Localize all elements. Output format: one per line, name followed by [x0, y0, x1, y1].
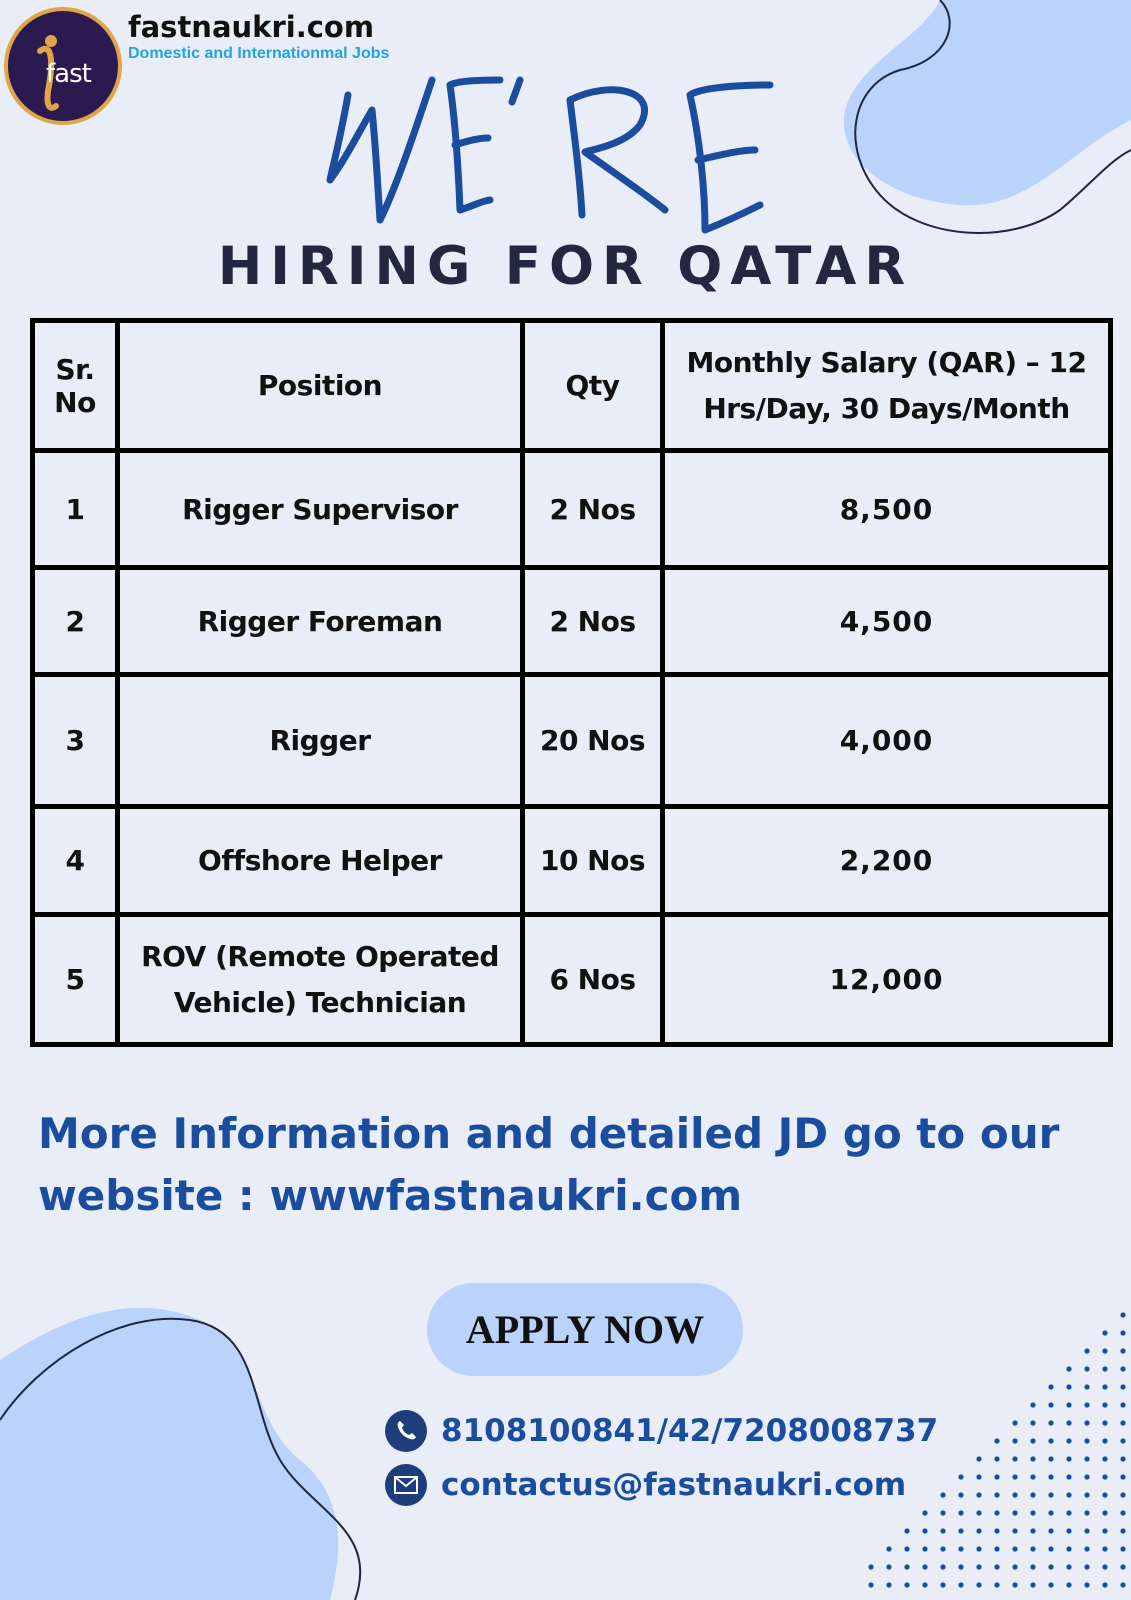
header-qty: Qty	[523, 321, 663, 451]
header-sr-no: Sr. No	[33, 321, 118, 451]
dot-pattern-decoration	[840, 1310, 1131, 1600]
headline-title: HIRING FOR QATAR	[217, 236, 914, 297]
jobs-table	[30, 318, 1113, 1047]
row-salary: 4,000	[663, 675, 1111, 807]
table-row	[33, 568, 1111, 675]
row-qty: 20 Nos	[523, 675, 663, 807]
row-salary: 2,200	[663, 807, 1111, 915]
table-header-row	[33, 321, 1111, 451]
row-position: Offshore Helper	[118, 807, 523, 915]
row-qty: 2 Nos	[523, 568, 663, 675]
headline-script-lettering	[0, 40, 1131, 250]
phone-contact[interactable]	[385, 1409, 938, 1453]
row-position: Rigger Foreman	[118, 568, 523, 675]
row-position: Rigger Supervisor	[118, 451, 523, 568]
row-qty: 6 Nos	[523, 915, 663, 1045]
email-contact[interactable]	[385, 1463, 906, 1507]
apply-now-button[interactable]: APPLY NOW	[427, 1283, 743, 1376]
website-info-text: More Information and detailed JD go to our website : wwwfastnaukri.com	[38, 1109, 1060, 1220]
header-salary: Monthly Salary (QAR) – 12 Hrs/Day, 30 Days/Month	[663, 321, 1111, 451]
email-address: contactus@fastnaukri.com	[441, 1467, 907, 1503]
row-salary: 4,500	[663, 568, 1111, 675]
table-row	[33, 675, 1111, 807]
brand-tagline: Domestic and Internationmal Jobs	[128, 45, 390, 62]
brand-name: fastnaukri.com	[128, 10, 375, 44]
row-sr: 2	[33, 568, 118, 675]
row-qty: 2 Nos	[523, 451, 663, 568]
row-sr: 4	[33, 807, 118, 915]
table-row	[33, 807, 1111, 915]
logo-text: fast	[46, 59, 91, 89]
table-row	[33, 915, 1111, 1045]
row-position: ROV (Remote Operated Vehicle) Technician	[118, 915, 523, 1045]
header-position: Position	[118, 321, 523, 451]
phone-number: 8108100841/42/7208008737	[441, 1413, 939, 1449]
bottom-left-blob-decoration	[0, 1300, 380, 1600]
phone-icon	[385, 1410, 427, 1452]
envelope-icon	[385, 1464, 427, 1506]
row-sr: 3	[33, 675, 118, 807]
row-sr: 5	[33, 915, 118, 1045]
row-position: Rigger	[118, 675, 523, 807]
row-salary: 8,500	[663, 451, 1111, 568]
row-qty: 10 Nos	[523, 807, 663, 915]
row-sr: 1	[33, 451, 118, 568]
row-salary: 12,000	[663, 915, 1111, 1045]
table-row	[33, 451, 1111, 568]
